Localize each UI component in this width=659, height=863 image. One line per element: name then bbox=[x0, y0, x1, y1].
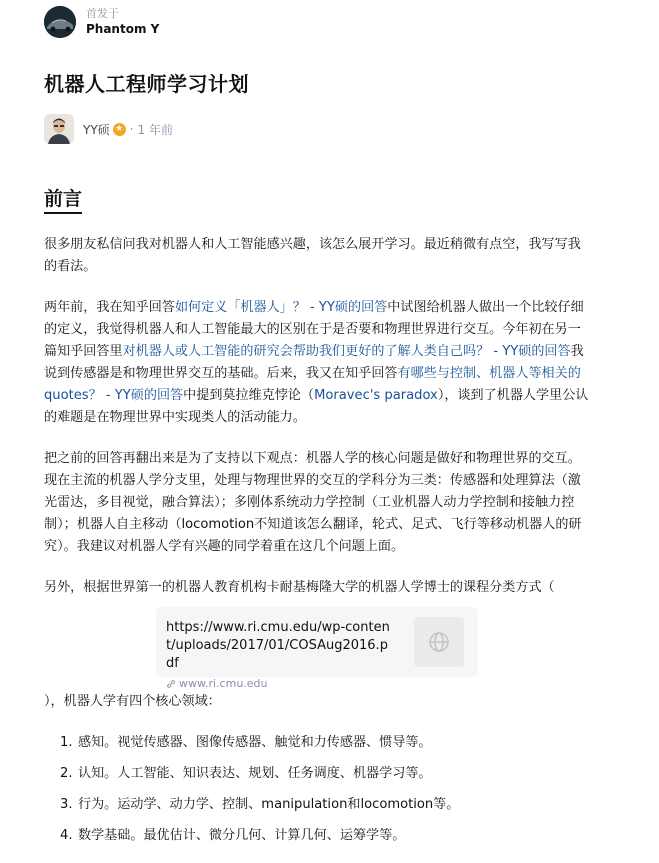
list-text: 认知。人工智能、知识表达、规划、任务调度、机器学习等。 bbox=[78, 766, 432, 781]
paragraph-text: 中试图给机器人做出一个比较仔细的定义，我觉得机器人和人工智能最大的区别在于是否要和物理世界进行交互。今年初在另一篇知乎回答里 bbox=[44, 300, 584, 359]
meta-separator: · bbox=[129, 122, 134, 136]
author-name[interactable]: YY硕 bbox=[83, 122, 110, 137]
list-text: 行为。运动学、动力学、控制、manipulation和locomotion等。 bbox=[78, 797, 460, 812]
answer-link[interactable]: 有哪些与控制、机器人等相关的 quotes？ - YY硕的回答 bbox=[44, 366, 581, 403]
publication-avatar[interactable] bbox=[44, 6, 76, 38]
list-item bbox=[44, 825, 592, 847]
author-avatar[interactable] bbox=[44, 114, 74, 144]
verified-badge-icon: ★ bbox=[113, 123, 126, 136]
publish-time: 1 年前 bbox=[137, 122, 173, 137]
paragraph: 另外，根据世界第一的机器人教育机构卡耐基梅隆大学的机器人学博士的课程分类方式（ bbox=[44, 580, 555, 595]
list-number: 4. bbox=[60, 828, 73, 843]
link-card-domain-row bbox=[166, 677, 464, 690]
article-title: 机器人工程师学习计划 bbox=[44, 72, 249, 96]
section-heading: 前言 bbox=[44, 186, 82, 214]
paragraph-text: 中提到莫拉维克悖论（ bbox=[183, 388, 315, 403]
paragraph-text: 我说到传感器是和物理世界交互的基础。后来，我又在知乎回答 bbox=[44, 344, 584, 381]
list-number: 2. bbox=[60, 766, 73, 781]
link-icon bbox=[166, 679, 176, 689]
paragraph-text: ），谈到了机器人学里公认的难题是在物理世界中实现类人的活动能力。 bbox=[44, 388, 589, 425]
globe-icon bbox=[428, 631, 450, 653]
list-item bbox=[44, 763, 592, 785]
paragraph bbox=[44, 297, 592, 429]
list-text: 数学基础。最优估计、微分几何、计算几何、运筹学等。 bbox=[78, 828, 406, 843]
link-card[interactable] bbox=[156, 607, 478, 690]
car-silhouette-icon bbox=[44, 6, 76, 38]
paragraph: ），机器人学有四个核心领域： bbox=[44, 694, 221, 709]
list-number: 3. bbox=[60, 797, 73, 812]
author-info bbox=[44, 114, 173, 144]
publication-prefix: 首发于 bbox=[86, 7, 119, 20]
paragraph: 很多朋友私信问我对机器人和人工智能感兴趣，该怎么展开学习。最近稍微有点空，我写写我的看法。 bbox=[44, 237, 581, 274]
person-portrait-icon bbox=[44, 114, 74, 144]
publication-header[interactable] bbox=[44, 6, 159, 38]
list-item bbox=[44, 794, 592, 816]
core-areas-list bbox=[44, 732, 592, 847]
link-card-domain: www.ri.cmu.edu bbox=[179, 677, 268, 690]
link-card-url: https://www.ri.cmu.edu/wp-content/uploads/2017/01/COSAug2016.pdf bbox=[166, 620, 390, 671]
publication-name[interactable]: Phantom Y bbox=[86, 22, 160, 36]
article-body bbox=[44, 234, 592, 856]
wiki-link[interactable]: Moravec's paradox bbox=[314, 388, 438, 403]
list-item bbox=[44, 732, 592, 754]
answer-link[interactable]: 对机器人或人工智能的研究会帮助我们更好的了解人类自己吗？ - YY硕的回答 bbox=[122, 344, 571, 359]
list-number: 1. bbox=[60, 735, 73, 750]
list-text: 感知。视觉传感器、图像传感器、触觉和力传感器、惯导等。 bbox=[78, 735, 432, 750]
paragraph-text: 两年前，我在知乎回答 bbox=[44, 300, 175, 315]
paragraph: 把之前的回答再翻出来是为了支持以下观点：机器人学的核心问题是做好和物理世界的交互。现在主流的机器人学分支里，处理与物理世界的交互的学科分为三类：传感器和处理算法（激光雷达，多目视觉，融合算法）；多刚体系统动力学控制（工业机器人动力学控制和接触力控制）；机器人自主移动（locomotion不知道该怎么翻译，轮式、足式、飞行等移动机器人的研究）。我建议对机器人学有兴趣的同学着重在这几个问题上面。 bbox=[44, 451, 582, 554]
answer-link[interactable]: 如何定义「机器人」？ - YY硕的回答 bbox=[174, 300, 388, 315]
link-card-thumbnail bbox=[414, 617, 464, 667]
